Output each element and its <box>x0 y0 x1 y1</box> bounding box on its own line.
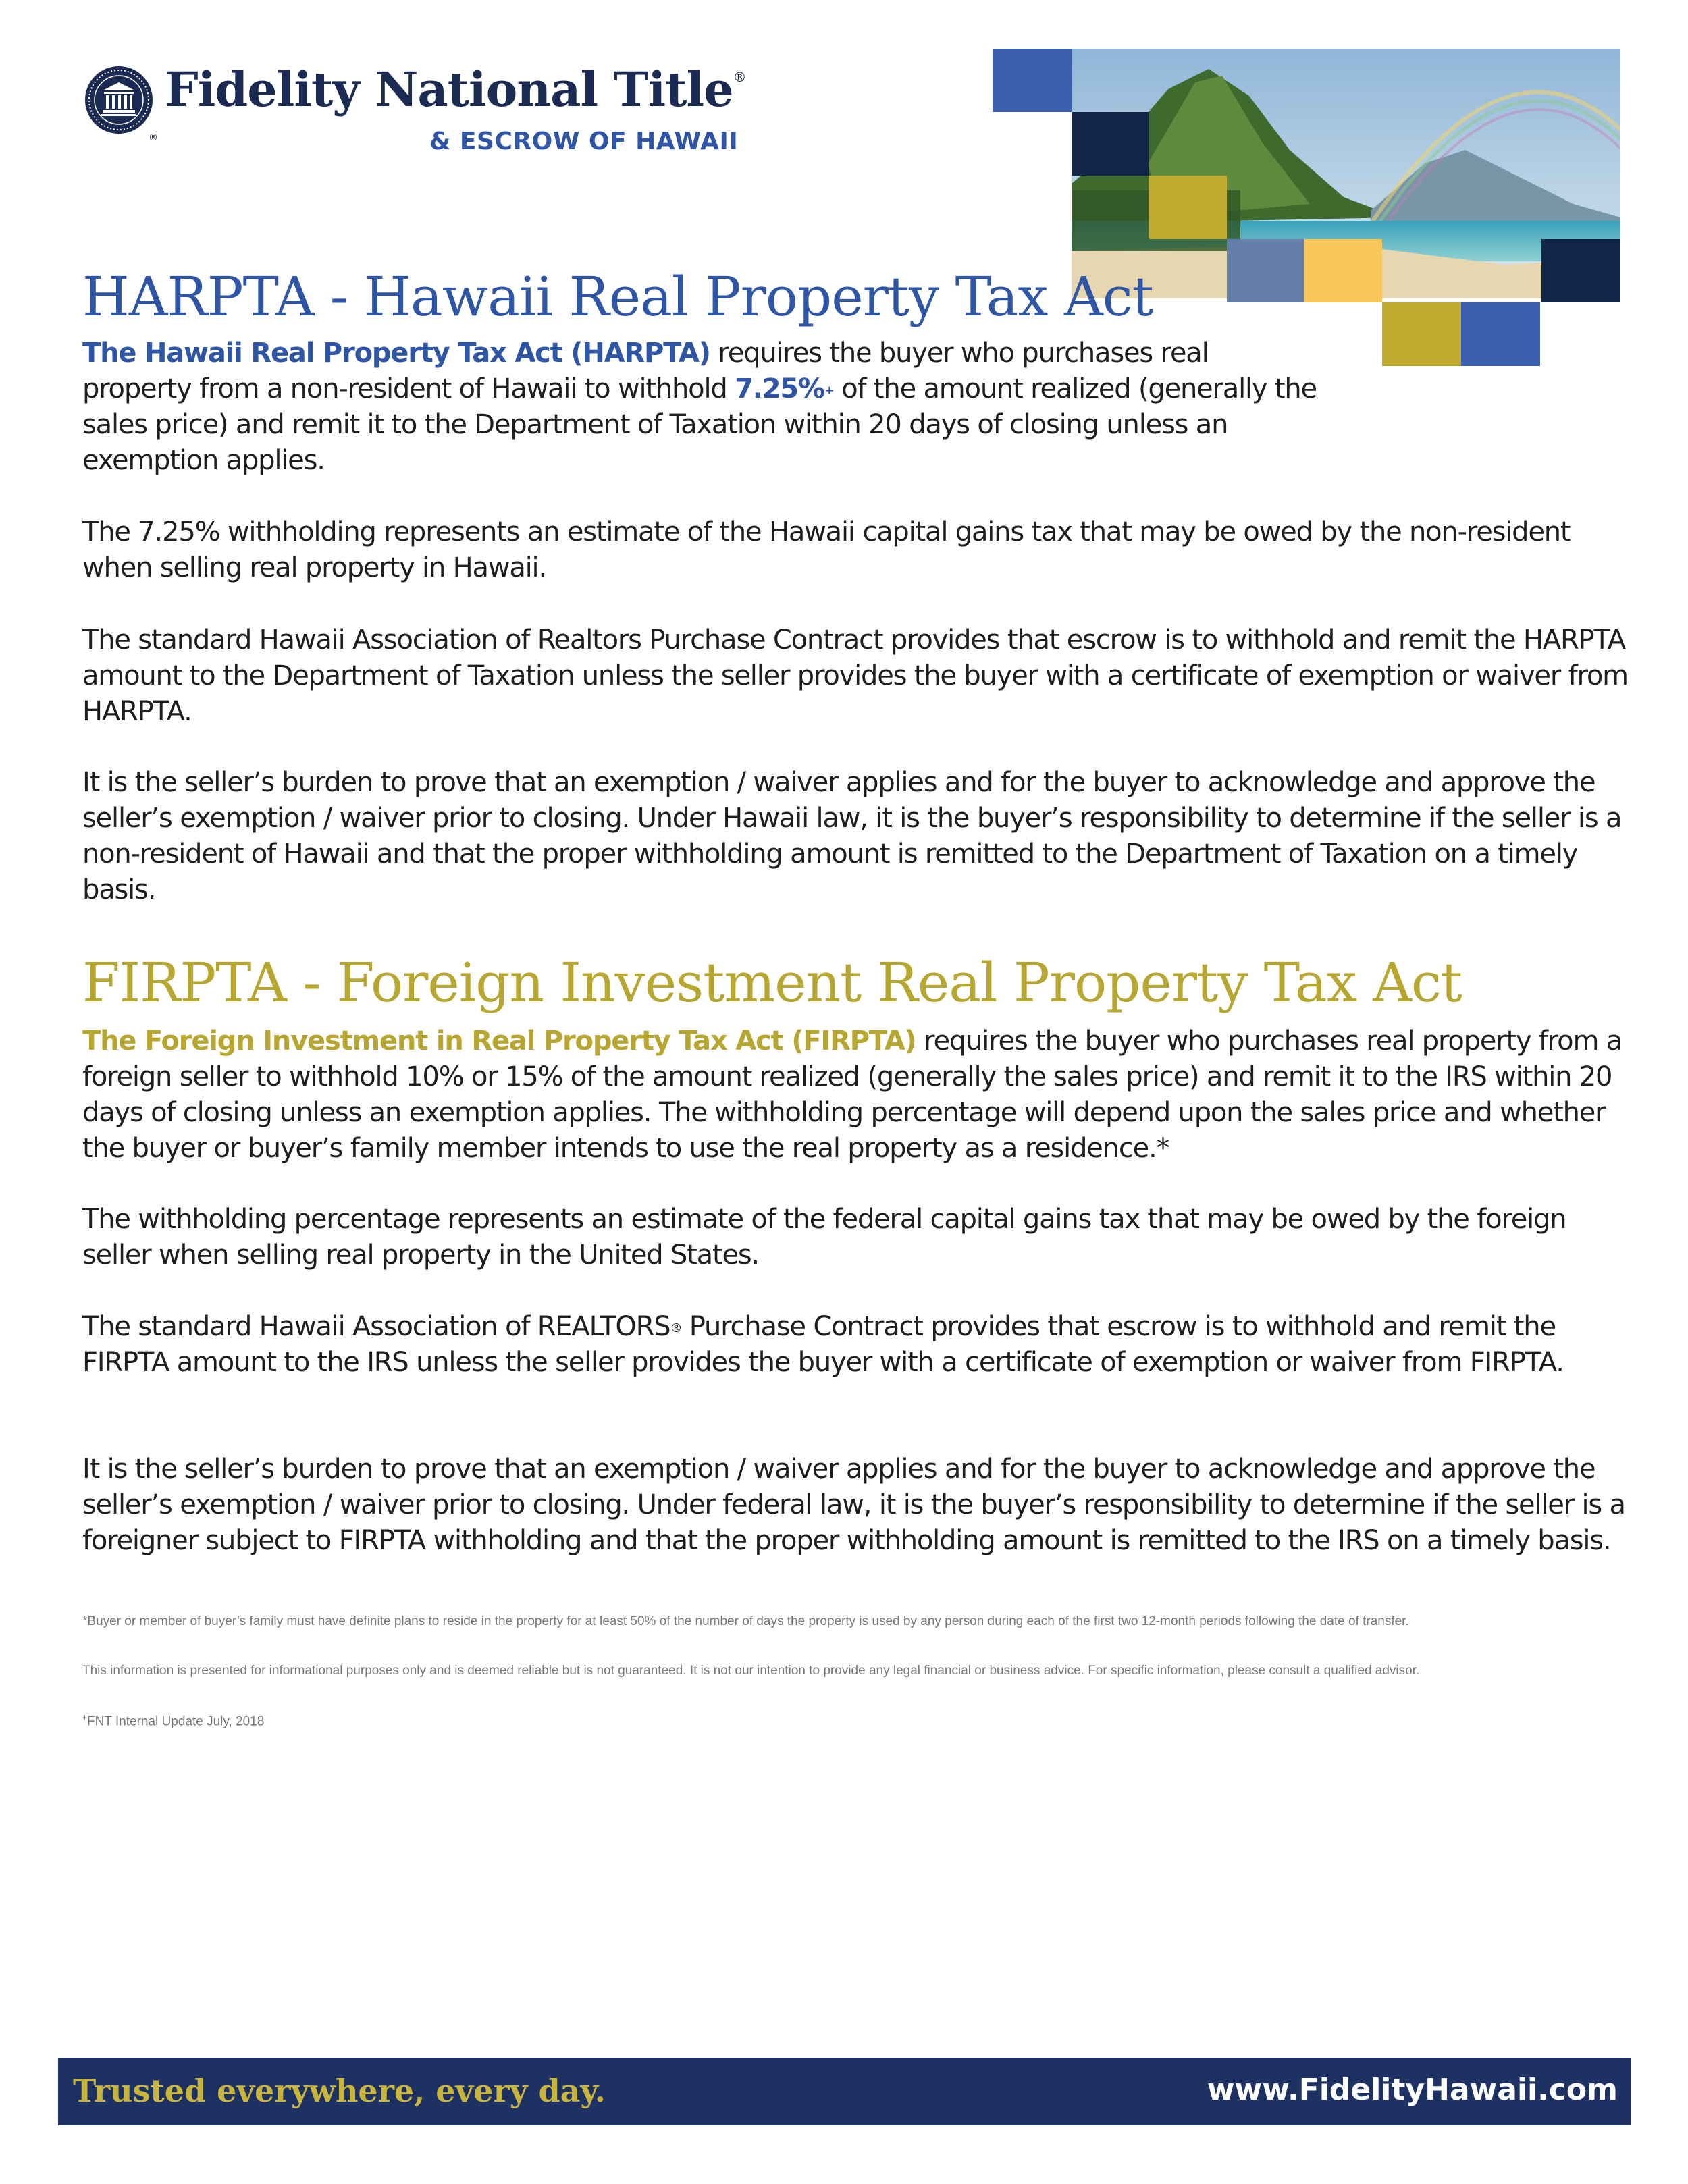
footer-bar <box>58 2058 1631 2125</box>
registered-mark: ® <box>670 1321 682 1335</box>
firpta-heading: FIRPTA - Foreign Investment Real Property Tax Act <box>82 951 1462 1014</box>
footer-tagline: Trusted everywhere, every day. <box>73 2073 606 2109</box>
harpta-paragraph-4: It is the seller’s burden to prove that an exemption / waiver applies and for the buyer to acknowledge and approve the seller’s exemption / waiver prior to closing. Under Hawaii law, it is the buyer’s responsibility to determine if the seller is a non-resident of Hawaii and that the proper withholding amount is remitted to the Department of Taxation on a timely basis. <box>82 767 1622 905</box>
firpta-lead: The Foreign Investment in Real Property Tax Act (FIRPTA) <box>82 1026 916 1057</box>
firpta-paragraph-1: The Foreign Investment in Real Property Tax Act (FIRPTA) requires the buyer who purchases real property from a foreign seller to withhold 10% or 15% of the amount realized (generally the sales price) and remit it to the IRS within 20 days of closing unless an exemption applies. The withholding percentage will depend upon the sales price and whether the buyer or buyer’s family member intends to use the real property as a residence.* <box>82 1026 1623 1164</box>
footnote-disclaimer: This information is presented for informational purposes only and is deemed reliable but is not guaranteed. It is not our intention to provide any legal financial or business advice. For specific information, please consult a qualified advisor. <box>82 1663 1420 1678</box>
harpta-rate: 7.25%+ <box>735 373 834 404</box>
firpta-paragraph-3: The standard Hawaii Association of REALTORS® Purchase Contract provides that escrow is to withhold and remit the FIRPTA amount to the IRS unless the seller provides the buyer with a certificate of exemption or waiver from FIRPTA. <box>82 1311 1564 1378</box>
harpta-paragraph-3: The standard Hawaii Association of Realtors Purchase Contract provides that escrow is to withhold and remit the HARPTA amount to the Department of Taxation unless the seller provides the buyer with a certificate of exemption or waiver from HARPTA. <box>82 624 1628 727</box>
seal-registered-mark: ® <box>149 132 158 143</box>
harpta-heading: HARPTA - Hawaii Real Property Tax Act <box>82 265 1153 328</box>
firpta-paragraph-4: It is the seller’s burden to prove that an exemption / waiver applies and for the buyer to acknowledge and approve the seller’s exemption / waiver prior to closing. Under federal law, it is the buyer’s responsibility to determine if the seller is a foreigner subject to FIRPTA withholding and that the proper withholding amount is remitted to the IRS on a timely basis. <box>82 1454 1625 1556</box>
registered-mark: ® <box>733 69 746 85</box>
firpta-paragraph-2: The withholding percentage represents an estimate of the federal capital gains tax that may be owed by the foreign seller when selling real property in the United States. <box>82 1204 1566 1271</box>
company-name: Fidelity National Title® <box>165 61 746 117</box>
harpta-paragraph-2: The 7.25% withholding represents an estimate of the Hawaii capital gains tax that may be owed by the non-resident when selling real property in Hawaii. <box>82 516 1571 583</box>
harpta-lead: The Hawaii Real Property Tax Act (HARPTA) <box>82 338 710 369</box>
footnote-residence: *Buyer or member of buyer’s family must have definite plans to reside in the property for at least 50% of the number of days the property is used by any person during each of the first two 12-month periods following the date of transfer. <box>82 1614 1409 1628</box>
fidelity-seal-logo <box>84 65 154 135</box>
footer-website-link[interactable]: www.FidelityHawaii.com <box>1207 2073 1618 2107</box>
footnote-update: +FNT Internal Update July, 2018 <box>82 1713 265 1729</box>
harpta-paragraph-1: The Hawaii Real Property Tax Act (HARPTA) requires the buyer who purchases real property from a non-resident of Hawaii to withhold 7.25%+ of the amount realized (generally the sales price) and remit it to the Department of Taxation within 20 days of closing unless an exemption applies. <box>82 338 1317 476</box>
company-subtitle: & ESCROW OF HAWAII <box>429 128 739 155</box>
